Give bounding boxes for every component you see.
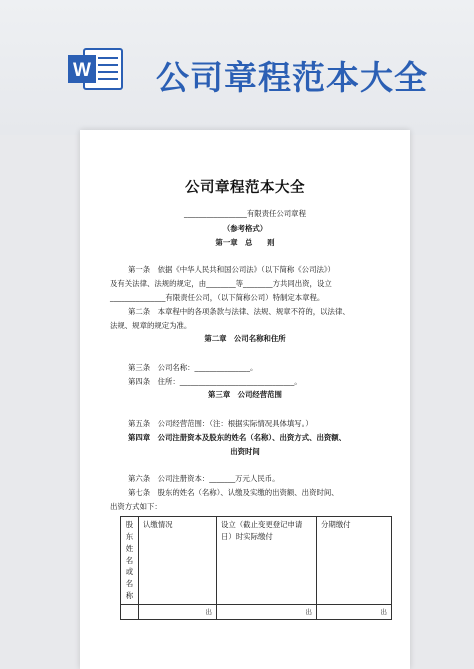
document-title: 公司章程范本大全 bbox=[185, 180, 305, 196]
article-4: 第四条 住所：_______________________________。 bbox=[128, 377, 302, 386]
chapter-2-heading: 第二章 公司名称和住所 bbox=[204, 334, 286, 343]
article-3: 第三条 公司名称：_______________。 bbox=[128, 363, 258, 372]
article-2-line-2: 法规、规章的规定为准。 bbox=[110, 321, 192, 330]
article-6: 第六条 公司注册资本：_______万元人民币。 bbox=[128, 474, 280, 483]
word-document-icon bbox=[66, 46, 124, 92]
chapter-3-heading: 第三章 公司经营范围 bbox=[208, 390, 282, 399]
article-1-line-2: 及有关法律、法规的规定，由________等________方共同出资，设立 bbox=[110, 279, 332, 288]
table-col-shareholder: 股 东 姓 名 或 名称 bbox=[121, 517, 139, 605]
table-cell: 出 bbox=[317, 604, 392, 619]
article-5: 第五条 公司经营范围：（注：根据实际情况具体填写。） bbox=[128, 419, 313, 428]
article-7-line-1: 第七条 股东的姓名（名称）、认缴及实缴的出资额、出资时间、 bbox=[128, 488, 339, 497]
article-7-line-2: 出资方式如下： bbox=[110, 502, 162, 511]
table-col-installments: 分期缴付 bbox=[317, 517, 392, 605]
article-2-line-1: 第二条 本章程中的各项条款与法律、法规、规章不符的，以法律、 bbox=[128, 307, 350, 316]
article-1-line-1: 第一条 依据《中华人民共和国公司法》（以下简称《公司法》） bbox=[128, 265, 335, 274]
table-col-actual-paid: 设立（截止变更登记申请日）时实际缴付 bbox=[217, 517, 317, 605]
table-cell: 出 bbox=[139, 604, 217, 619]
document-page bbox=[80, 130, 410, 669]
table-col-subscribed: 认缴情况 bbox=[139, 517, 217, 605]
chapter-4-heading-line-2: 出资时间 bbox=[230, 447, 260, 456]
svg-text:W: W bbox=[73, 60, 91, 81]
article-1-line-3: _______________有限责任公司，（以下简称公司）特制定本章程。 bbox=[110, 293, 325, 302]
banner-title: 公司章程范本大全 bbox=[156, 58, 428, 97]
shareholder-table bbox=[120, 516, 392, 620]
document-subtitle: _________________有限责任公司章程 bbox=[184, 209, 306, 218]
table-cell: 出 bbox=[217, 604, 317, 619]
table-cell bbox=[121, 604, 139, 619]
format-note: （参考格式） bbox=[222, 224, 268, 233]
chapter-1-heading: 第一章 总 则 bbox=[215, 238, 275, 247]
chapter-4-heading-line-1: 第四章 公司注册资本及股东的姓名（名称）、出资方式、出资额、 bbox=[128, 433, 347, 442]
